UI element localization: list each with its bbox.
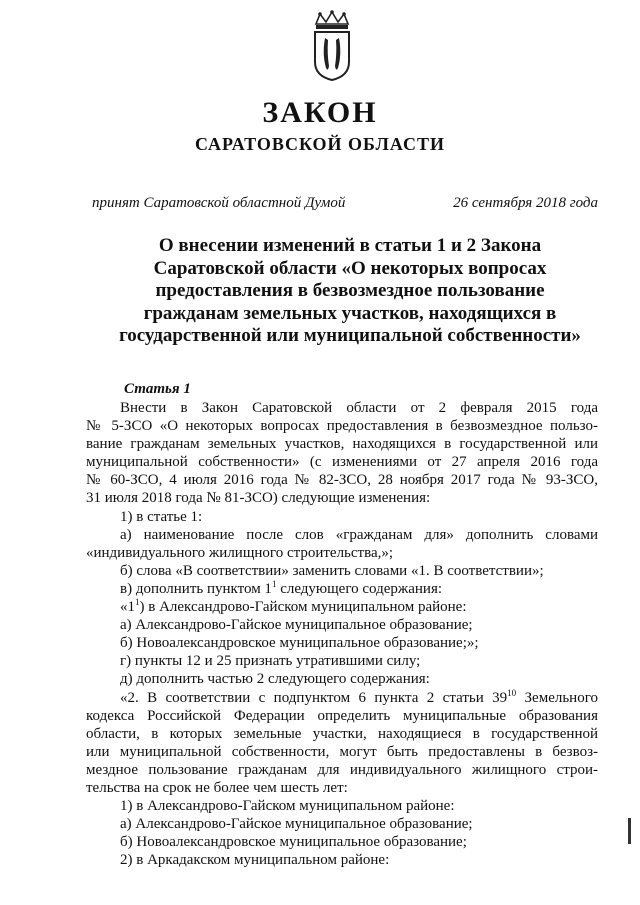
sub-text: «1 xyxy=(120,599,135,616)
item-d: д) дополнить частью 2 следующего содержания: xyxy=(120,671,430,688)
intro-line: № 5-ЗСО «О некоторых вопросах предоставления в безвозмездное пользо- xyxy=(86,418,598,435)
article-body xyxy=(86,399,598,869)
intro-line: № 60-ЗСО, 4 июля 2016 года № 82-ЗСО, 28 ноября 2017 года № 93-ЗСО, xyxy=(86,472,598,489)
part2-text: «2. В соответствии с подпунктом 6 пункта 2 статьи 39 xyxy=(120,689,508,706)
superscript: 1 xyxy=(271,578,277,589)
adopted-by: принят Саратовской областной Думой xyxy=(92,195,346,211)
item-v-text: следующего содержания: xyxy=(276,580,443,597)
part2-text: Земельного xyxy=(516,689,598,706)
superscript: 1 xyxy=(135,597,140,608)
part2-item-1: 1) в Александрово-Гайском муниципальном районе: xyxy=(120,798,455,815)
part2-line: кодекса Российской Федерации определить муниципальные образования xyxy=(86,707,598,724)
sub-text: ) в Александрово-Гайском муниципальном районе: xyxy=(139,599,467,616)
saratov-coat-of-arms-icon xyxy=(310,10,354,82)
heading-line: О внесении изменений в статьи 1 и 2 Закона xyxy=(158,235,542,256)
item-g: г) пункты 12 и 25 признать утратившими силу; xyxy=(120,653,421,670)
law-region-title: САРАТОВСКОЙ ОБЛАСТИ xyxy=(194,134,446,154)
item-v-text: в) дополнить пунктом 1 xyxy=(120,580,272,597)
part2-item-1a: а) Александрово-Гайское муниципальное образование; xyxy=(120,816,473,833)
item-a-line: «индивидуального жилищного строительства,»; xyxy=(86,544,394,561)
part2-line: мездное пользование гражданам для индивидуального жилищного строи- xyxy=(86,761,598,778)
part2-line xyxy=(86,689,598,707)
part2-line: или муниципальной собственности, могут быть предоставлены в безвоз- xyxy=(86,743,598,760)
scan-edge-mark xyxy=(628,818,631,844)
item-b: б) слова «В соответствии» заменить словами «1. В соответствии»; xyxy=(120,562,544,579)
intro-line: 31 июля 2018 года № 81-ЗСО) следующие изменения: xyxy=(86,490,431,507)
adoption-date: 26 сентября 2018 года xyxy=(453,195,598,211)
heading-line: гражданам земельных участков, находящихся в xyxy=(143,302,557,324)
sub-item-a: а) Александрово-Гайское муниципальное образование; xyxy=(120,617,473,634)
part2-line: области, в которых земельные участки, находящиеся в государственной xyxy=(86,725,598,742)
intro-line: вание гражданам земельных участков, находящихся в государственной или xyxy=(86,436,598,453)
intro-line: Внести в Закон Саратовской области от 2 февраля 2015 года xyxy=(120,400,598,416)
heading-line: предоставления в безвозмездное пользование xyxy=(155,280,545,301)
part2-item-1b: б) Новоалександровское муниципальное образование; xyxy=(120,834,467,851)
superscript: 10 xyxy=(507,687,517,698)
part2-item-2: 2) в Аркадакском муниципальном районе: xyxy=(120,852,390,869)
item-a-line: а) наименование после слов «гражданам для» дополнить словами xyxy=(120,526,598,543)
item-v xyxy=(86,580,598,598)
item-1: 1) в статье 1: xyxy=(120,508,203,525)
intro-line: муниципальной собственности» (с изменениями от 27 апреля 2016 года xyxy=(86,454,598,471)
law-heading xyxy=(90,235,610,348)
heading-line: Саратовской области «О некоторых вопросах xyxy=(153,257,547,279)
sub-item-b: б) Новоалександровское муниципальное образование;»; xyxy=(120,635,479,652)
law-title: ЗАКОН xyxy=(262,96,378,129)
heading-line: государственной или муниципальной собственности» xyxy=(119,325,581,346)
sub-item-1-1 xyxy=(86,598,598,616)
part2-line: тельства на срок не более чем шесть лет: xyxy=(86,779,348,796)
article-title: Статья 1 xyxy=(124,381,191,397)
